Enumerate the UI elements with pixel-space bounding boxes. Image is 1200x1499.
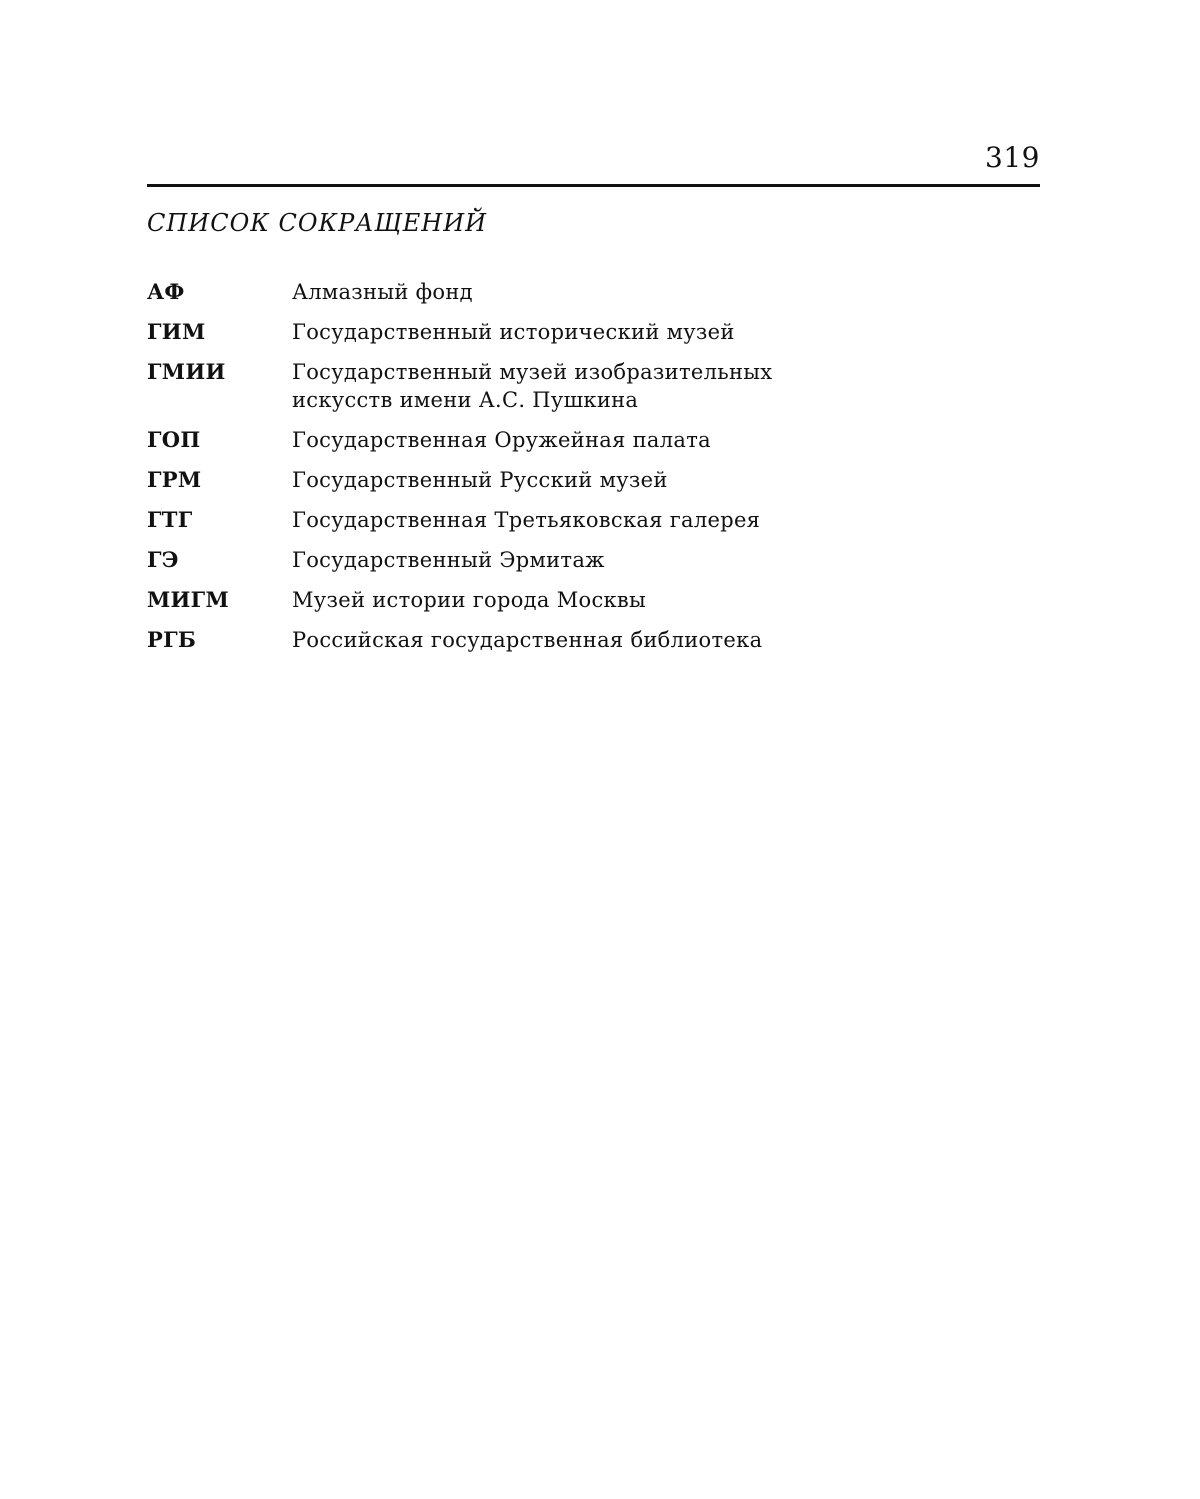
abbreviation-term: ГЭ	[147, 547, 179, 572]
section-title: СПИСОК СОКРАЩЕНИЙ	[147, 209, 488, 237]
abbreviation-row	[147, 546, 1027, 574]
abbreviation-definition: Музей истории города Москвы	[292, 588, 647, 612]
abbreviation-term: ГИМ	[147, 319, 206, 344]
abbreviation-row	[147, 426, 1027, 454]
abbreviation-row	[147, 318, 1027, 346]
abbreviation-row	[147, 586, 1027, 614]
abbreviation-row	[147, 506, 1027, 534]
abbreviation-term: ГОП	[147, 427, 201, 452]
abbreviation-row	[147, 358, 1027, 414]
abbreviation-term: АФ	[147, 279, 185, 304]
abbreviation-definition: Алмазный фонд	[292, 280, 473, 304]
abbreviation-term: ГМИИ	[147, 359, 226, 384]
abbreviation-term: МИГМ	[147, 587, 230, 612]
abbreviation-row	[147, 278, 1027, 306]
abbreviation-definition: Государственный музей изобразительных искусств имени А.С. Пушкина	[292, 360, 773, 412]
page-number: 319	[985, 141, 1040, 174]
abbreviation-row	[147, 626, 1027, 654]
abbreviation-definition: Российская государственная библиотека	[292, 628, 763, 652]
abbreviation-definition: Государственный исторический музей	[292, 320, 735, 344]
abbreviation-definition: Государственный Эрмитаж	[292, 548, 605, 572]
abbreviation-definition: Государственная Оружейная палата	[292, 428, 711, 452]
abbreviation-list	[147, 278, 1027, 666]
abbreviation-term: ГРМ	[147, 467, 202, 492]
abbreviation-definition: Государственная Третьяковская галерея	[292, 508, 761, 532]
abbreviation-term: РГБ	[147, 627, 197, 652]
abbreviation-term: ГТГ	[147, 507, 193, 532]
abbreviation-definition: Государственный Русский музей	[292, 468, 668, 492]
header-rule	[147, 184, 1040, 187]
abbreviation-row	[147, 466, 1027, 494]
